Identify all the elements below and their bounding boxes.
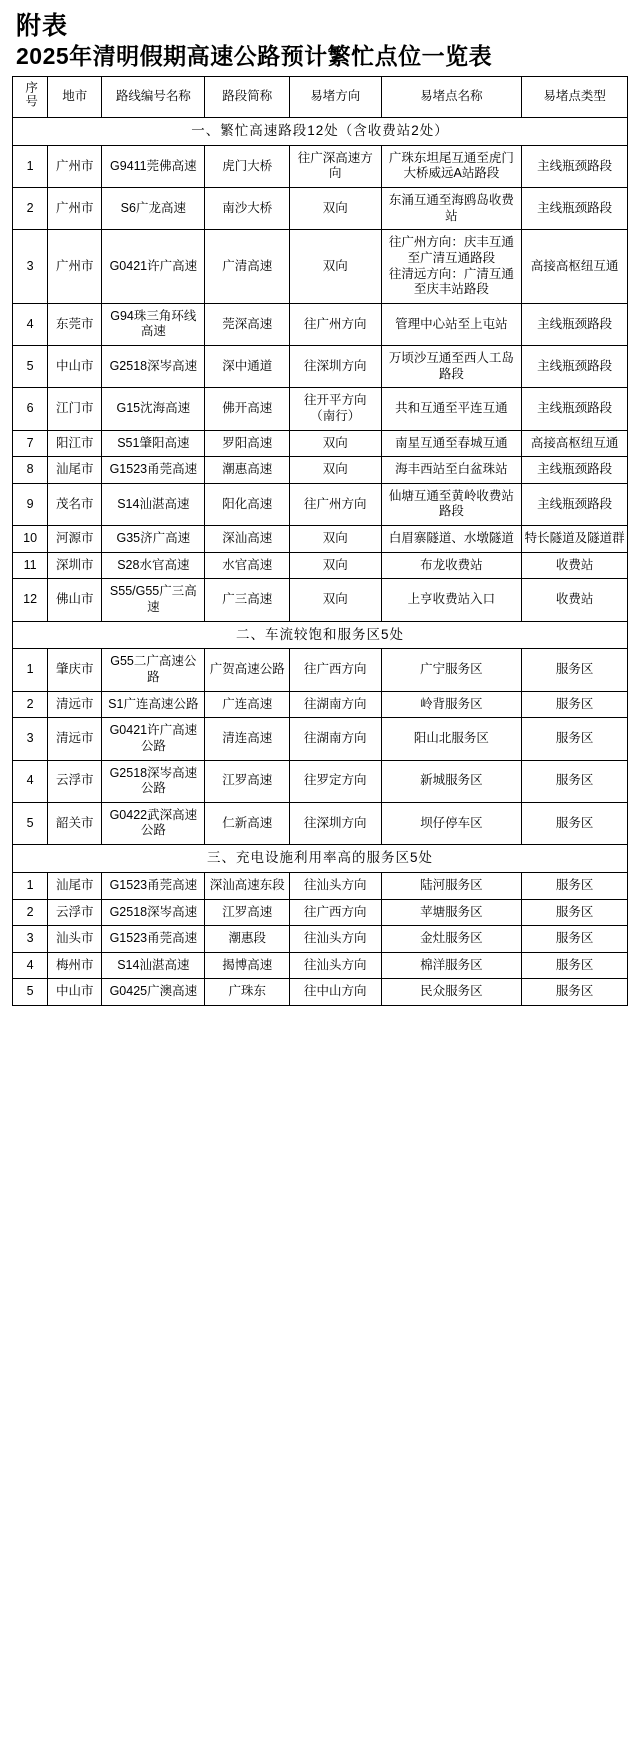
- table-cell-type: 主线瓶颈路段: [522, 346, 628, 388]
- table-cell-dir: 往罗定方向: [289, 760, 381, 802]
- table-cell-type: 服务区: [522, 899, 628, 926]
- table-cell-point: 布龙收费站: [381, 552, 522, 579]
- table-cell-type: 高接高枢纽互通: [522, 430, 628, 457]
- table-cell-city: 河源市: [48, 526, 102, 553]
- table-cell-route: S14汕湛高速: [102, 952, 205, 979]
- table-cell-idx: 4: [13, 952, 48, 979]
- table-cell-type: 服务区: [522, 926, 628, 953]
- table-cell-short: 莞深高速: [205, 303, 290, 345]
- table-section-title: 一、繁忙高速路段12处（含收费站2处）: [13, 117, 628, 145]
- table-header-row: [13, 77, 628, 118]
- table-cell-short: 罗阳高速: [205, 430, 290, 457]
- column-header-route: 路线编号名称: [102, 77, 205, 118]
- table-cell-type: 服务区: [522, 952, 628, 979]
- table-cell-idx: 8: [13, 457, 48, 484]
- table-header: [13, 77, 628, 118]
- table-cell-idx: 4: [13, 760, 48, 802]
- table-cell-short: 虎门大桥: [205, 145, 290, 187]
- table-cell-short: 仁新高速: [205, 802, 290, 844]
- table-section-row: [13, 621, 628, 649]
- table-cell-type: 收费站: [522, 552, 628, 579]
- table-cell-route: G0425广澳高速: [102, 979, 205, 1006]
- table-cell-short: 水官高速: [205, 552, 290, 579]
- table-row: [13, 483, 628, 525]
- table-cell-type: 收费站: [522, 579, 628, 621]
- table-cell-dir: 双向: [289, 457, 381, 484]
- table-cell-short: 江罗高速: [205, 760, 290, 802]
- table-cell-type: 主线瓶颈路段: [522, 145, 628, 187]
- table-cell-route: G0421许广高速公路: [102, 718, 205, 760]
- table-cell-idx: 6: [13, 388, 48, 430]
- table-cell-route: G2518深岑高速公路: [102, 760, 205, 802]
- table-cell-route: G55二广高速公路: [102, 649, 205, 691]
- table-cell-short: 深中通道: [205, 346, 290, 388]
- table-cell-point: 苹塘服务区: [381, 899, 522, 926]
- table-cell-dir: 双向: [289, 430, 381, 457]
- table-cell-dir: 双向: [289, 552, 381, 579]
- table-cell-type: 服务区: [522, 760, 628, 802]
- table-cell-idx: 3: [13, 926, 48, 953]
- table-cell-dir: 往湖南方向: [289, 691, 381, 718]
- table-cell-dir: 往深圳方向: [289, 802, 381, 844]
- table-row: [13, 926, 628, 953]
- table-row: [13, 430, 628, 457]
- table-cell-type: 主线瓶颈路段: [522, 188, 628, 230]
- document-heading: 附表: [16, 12, 69, 40]
- table-cell-city: 中山市: [48, 979, 102, 1006]
- table-cell-point: 仙塘互通至黄岭收费站路段: [381, 483, 522, 525]
- table-cell-short: 揭博高速: [205, 952, 290, 979]
- table-row: [13, 552, 628, 579]
- table-cell-city: 韶关市: [48, 802, 102, 844]
- table-row: [13, 649, 628, 691]
- table-cell-idx: 5: [13, 802, 48, 844]
- table-cell-dir: 往中山方向: [289, 979, 381, 1006]
- table-cell-short: 广三高速: [205, 579, 290, 621]
- table-cell-dir: 往广西方向: [289, 649, 381, 691]
- table-cell-type: 服务区: [522, 649, 628, 691]
- table-cell-short: 广连高速: [205, 691, 290, 718]
- table-cell-point: 陆河服务区: [381, 872, 522, 899]
- table-cell-idx: 4: [13, 303, 48, 345]
- table-cell-short: 南沙大桥: [205, 188, 290, 230]
- table-cell-type: 服务区: [522, 802, 628, 844]
- column-header-point-type: 易堵点类型: [522, 77, 628, 118]
- table-cell-dir: 往广州方向: [289, 303, 381, 345]
- table-cell-type: 高接高枢纽互通: [522, 230, 628, 304]
- table-cell-dir: 往开平方向（南行）: [289, 388, 381, 430]
- table-cell-point: 南星互通至春城互通: [381, 430, 522, 457]
- table-cell-route: S1广连高速公路: [102, 691, 205, 718]
- table-cell-idx: 7: [13, 430, 48, 457]
- table-cell-type: 特长隧道及隧道群: [522, 526, 628, 553]
- table-cell-route: G2518深岑高速: [102, 346, 205, 388]
- table-row: [13, 145, 628, 187]
- table-cell-short: 佛开高速: [205, 388, 290, 430]
- table-cell-dir: 双向: [289, 188, 381, 230]
- table-cell-route: G94珠三角环线高速: [102, 303, 205, 345]
- page-title: 2025年清明假期高速公路预计繁忙点位一览表: [16, 42, 493, 69]
- table-row: [13, 388, 628, 430]
- table-cell-city: 云浮市: [48, 760, 102, 802]
- table-cell-route: S6广龙高速: [102, 188, 205, 230]
- table-cell-point: 棉洋服务区: [381, 952, 522, 979]
- table-row: [13, 579, 628, 621]
- table-cell-short: 深汕高速东段: [205, 872, 290, 899]
- table-row: [13, 718, 628, 760]
- table-cell-idx: 1: [13, 145, 48, 187]
- table-cell-idx: 9: [13, 483, 48, 525]
- table-row: [13, 872, 628, 899]
- table-cell-dir: 往广深高速方向: [289, 145, 381, 187]
- table-cell-city: 中山市: [48, 346, 102, 388]
- table-cell-idx: 11: [13, 552, 48, 579]
- table-cell-idx: 2: [13, 188, 48, 230]
- table-cell-point: 广宁服务区: [381, 649, 522, 691]
- table-cell-short: 广贺高速公路: [205, 649, 290, 691]
- table-row: [13, 526, 628, 553]
- table-row: [13, 979, 628, 1006]
- table-row: [13, 457, 628, 484]
- table-cell-city: 清远市: [48, 718, 102, 760]
- table-cell-route: S14汕湛高速: [102, 483, 205, 525]
- table-cell-point: 新城服务区: [381, 760, 522, 802]
- table-cell-route: S28水官高速: [102, 552, 205, 579]
- table-cell-type: 主线瓶颈路段: [522, 457, 628, 484]
- table-cell-point: 岭背服务区: [381, 691, 522, 718]
- table-cell-point: 东涌互通至海鸥岛收费站: [381, 188, 522, 230]
- table-cell-dir: 往广西方向: [289, 899, 381, 926]
- table-cell-point: 上亨收费站入口: [381, 579, 522, 621]
- table-section-row: [13, 845, 628, 873]
- table-cell-dir: 往汕头方向: [289, 952, 381, 979]
- column-header-direction: 易堵方向: [289, 77, 381, 118]
- table-cell-idx: 5: [13, 979, 48, 1006]
- table-cell-city: 阳江市: [48, 430, 102, 457]
- table-cell-idx: 12: [13, 579, 48, 621]
- column-header-index-label: 序号: [23, 81, 38, 109]
- table-cell-city: 清远市: [48, 691, 102, 718]
- table-cell-city: 汕尾市: [48, 457, 102, 484]
- table-cell-short: 广清高速: [205, 230, 290, 304]
- table-cell-type: 服务区: [522, 979, 628, 1006]
- table-cell-point: 广珠东坦尾互通至虎门大桥威远A站路段: [381, 145, 522, 187]
- table-cell-dir: 往深圳方向: [289, 346, 381, 388]
- table-cell-dir: 往湖南方向: [289, 718, 381, 760]
- column-header-index: [13, 77, 48, 118]
- table-cell-short: 深汕高速: [205, 526, 290, 553]
- table-cell-idx: 2: [13, 691, 48, 718]
- table-cell-dir: 往汕头方向: [289, 872, 381, 899]
- table-cell-route: G35济广高速: [102, 526, 205, 553]
- table-cell-type: 主线瓶颈路段: [522, 483, 628, 525]
- table-row: [13, 303, 628, 345]
- table-cell-dir: 往汕头方向: [289, 926, 381, 953]
- table-row: [13, 899, 628, 926]
- table-cell-route: G0422武深高速公路: [102, 802, 205, 844]
- table-cell-route: S51肇阳高速: [102, 430, 205, 457]
- table-cell-type: 服务区: [522, 718, 628, 760]
- table-cell-point: 民众服务区: [381, 979, 522, 1006]
- table-row: [13, 230, 628, 304]
- table-body: [13, 117, 628, 1005]
- table-cell-point: 往广州方向：庆丰互通至广清互通路段 往清远方向：广清互通至庆丰站路段: [381, 230, 522, 304]
- table-cell-city: 肇庆市: [48, 649, 102, 691]
- table-cell-idx: 1: [13, 872, 48, 899]
- table-cell-point: 金灶服务区: [381, 926, 522, 953]
- table-cell-dir: 双向: [289, 579, 381, 621]
- table-cell-point: 万顷沙互通至西人工岛路段: [381, 346, 522, 388]
- column-header-point-name: 易堵点名称: [381, 77, 522, 118]
- table-cell-short: 潮惠段: [205, 926, 290, 953]
- table-cell-type: 服务区: [522, 872, 628, 899]
- table-cell-route: G1523甬莞高速: [102, 457, 205, 484]
- table-cell-route: G9411莞佛高速: [102, 145, 205, 187]
- table-cell-short: 广珠东: [205, 979, 290, 1006]
- table-cell-dir: 双向: [289, 526, 381, 553]
- table-row: [13, 802, 628, 844]
- table-section-title: 二、车流较饱和服务区5处: [13, 621, 628, 649]
- table-cell-idx: 10: [13, 526, 48, 553]
- table-cell-idx: 3: [13, 230, 48, 304]
- table-cell-dir: 往广州方向: [289, 483, 381, 525]
- table-cell-short: 江罗高速: [205, 899, 290, 926]
- table-cell-point: 坝仔停车区: [381, 802, 522, 844]
- table-cell-city: 深圳市: [48, 552, 102, 579]
- table-cell-route: G1523甬莞高速: [102, 926, 205, 953]
- busy-highway-points-table: [12, 76, 628, 1006]
- column-header-city: 地市: [48, 77, 102, 118]
- table-cell-dir: 双向: [289, 230, 381, 304]
- table-cell-short: 清连高速: [205, 718, 290, 760]
- table-cell-idx: 2: [13, 899, 48, 926]
- table-cell-route: G1523甬莞高速: [102, 872, 205, 899]
- table-cell-type: 主线瓶颈路段: [522, 303, 628, 345]
- table-cell-city: 江门市: [48, 388, 102, 430]
- table-row: [13, 760, 628, 802]
- table-cell-point: 管理中心站至上屯站: [381, 303, 522, 345]
- table-cell-idx: 3: [13, 718, 48, 760]
- table-section-row: [13, 117, 628, 145]
- table-cell-city: 汕头市: [48, 926, 102, 953]
- table-cell-city: 广州市: [48, 188, 102, 230]
- table-cell-city: 佛山市: [48, 579, 102, 621]
- table-cell-city: 茂名市: [48, 483, 102, 525]
- table-cell-idx: 1: [13, 649, 48, 691]
- table-cell-point: 海丰西站至白盆珠站: [381, 457, 522, 484]
- table-cell-city: 广州市: [48, 145, 102, 187]
- table-cell-type: 服务区: [522, 691, 628, 718]
- table-cell-city: 东莞市: [48, 303, 102, 345]
- column-header-short-name: 路段简称: [205, 77, 290, 118]
- table-cell-route: G2518深岑高速: [102, 899, 205, 926]
- table-cell-city: 汕尾市: [48, 872, 102, 899]
- table-cell-type: 主线瓶颈路段: [522, 388, 628, 430]
- table-row: [13, 952, 628, 979]
- table-cell-city: 云浮市: [48, 899, 102, 926]
- table-cell-short: 阳化高速: [205, 483, 290, 525]
- table-row: [13, 691, 628, 718]
- table-cell-point: 白眉寨隧道、水墩隧道: [381, 526, 522, 553]
- table-row: [13, 346, 628, 388]
- table-cell-point: 阳山北服务区: [381, 718, 522, 760]
- table-cell-idx: 5: [13, 346, 48, 388]
- table-cell-route: S55/G55广三高速: [102, 579, 205, 621]
- table-cell-route: G15沈海高速: [102, 388, 205, 430]
- table-cell-point: 共和互通至平连互通: [381, 388, 522, 430]
- table-cell-city: 梅州市: [48, 952, 102, 979]
- table-cell-route: G0421许广高速: [102, 230, 205, 304]
- table-cell-short: 潮惠高速: [205, 457, 290, 484]
- table-cell-city: 广州市: [48, 230, 102, 304]
- table-section-title: 三、充电设施利用率高的服务区5处: [13, 845, 628, 873]
- table-row: [13, 188, 628, 230]
